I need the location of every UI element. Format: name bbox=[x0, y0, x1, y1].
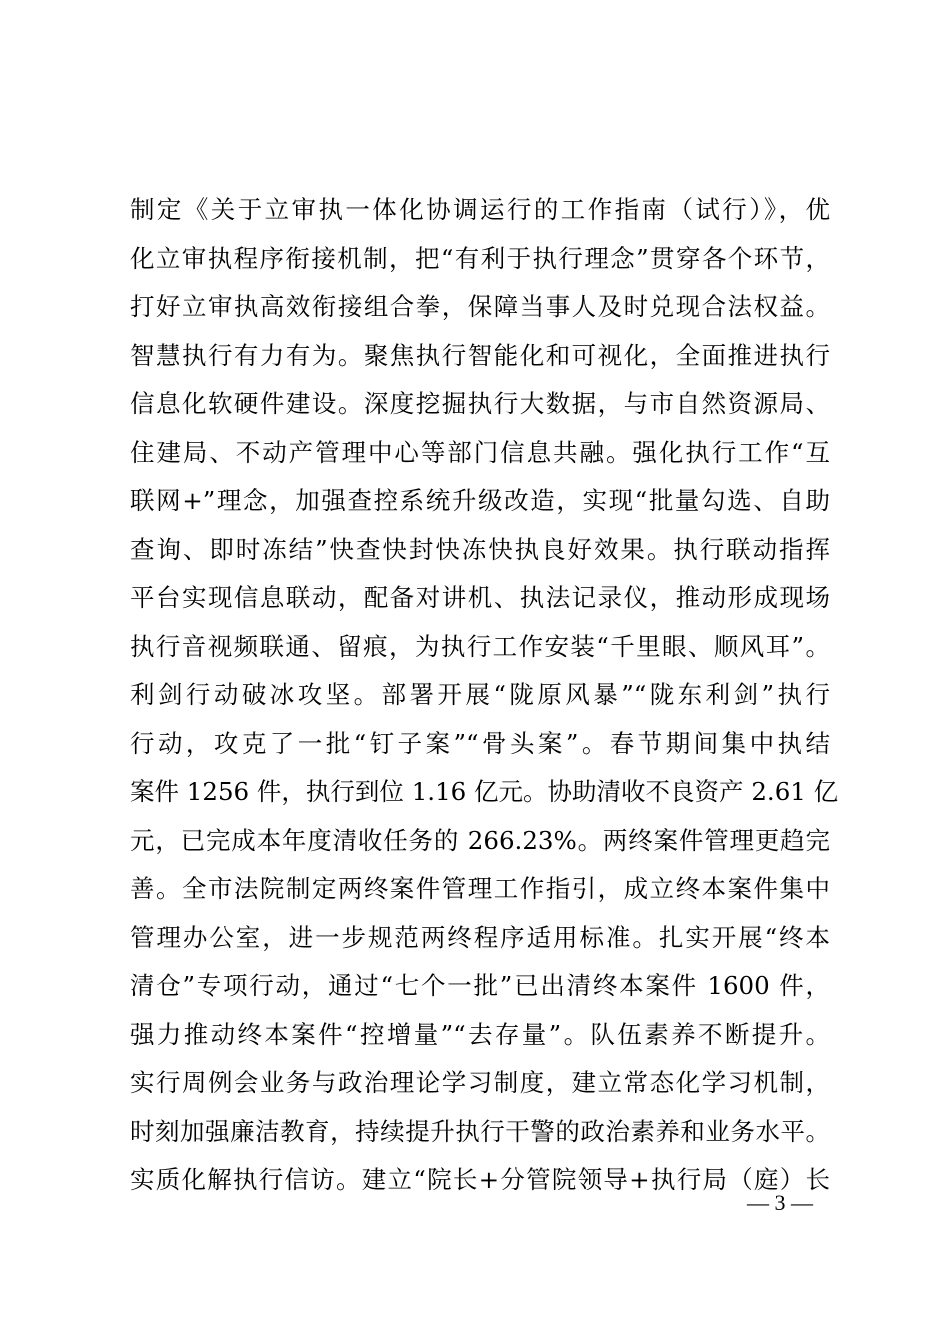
text-line: 查询、即时冻结”快查快封快冻快执良好效果。执行联动指挥 bbox=[130, 534, 830, 564]
text-line: 联网+”理念，加强查控系统升级改造，实现“批量勾选、自助 bbox=[130, 486, 830, 515]
text-line: 打好立审执高效衔接组合拳，保障当事人及时兑现合法权益。 bbox=[130, 292, 830, 321]
text-line: 制定《关于立审执一体化协调运行的工作指南（试行）》，优 bbox=[130, 195, 830, 224]
text-line: 利剑行动破冰攻坚。部署开展“陇原风暴”“陇东利剑”执行 bbox=[130, 680, 830, 709]
text-line: 管理办公室，进一步规范两终程序适用标准。扎实开展“终本 bbox=[130, 922, 830, 952]
text-line: 智慧执行有力有为。聚焦执行智能化和可视化，全面推进执行 bbox=[130, 340, 830, 370]
text-line: 清仓”专项行动，通过“七个一批”已出清终本案件 1600 件， bbox=[130, 971, 830, 1000]
text-line: 时刻加强廉洁教育，持续提升执行干警的政治素养和业务水平。 bbox=[130, 1116, 830, 1146]
text-line: 实质化解执行信访。建立“院长+分管院领导+执行局（庭）长 bbox=[130, 1165, 830, 1194]
body-text bbox=[130, 186, 839, 1205]
text-line: 平台实现信息联动，配备对讲机、执法记录仪，推动形成现场 bbox=[130, 583, 830, 612]
text-line: 行动，攻克了一批“钉子案”“骨头案”。春节期间集中执结 bbox=[130, 728, 830, 758]
text-line: 善。全市法院制定两终案件管理工作指引，成立终本案件集中 bbox=[130, 874, 830, 903]
page-number: — 3 — bbox=[747, 1190, 813, 1215]
text-line: 化立审执程序衔接机制，把“有利于执行理念”贯穿各个环节， bbox=[130, 243, 830, 273]
text-line: 信息化软硬件建设。深度挖掘执行大数据，与市自然资源局、 bbox=[130, 389, 830, 418]
text-line: 案件 1256 件，执行到位 1.16 亿元。协助清收不良资产 2.61 亿 bbox=[130, 777, 839, 806]
text-line: 住建局、不动产管理中心等部门信息共融。强化执行工作“互 bbox=[130, 437, 830, 467]
text-line: 强力推动终本案件“控增量”“去存量”。队伍素养不断提升。 bbox=[130, 1019, 830, 1049]
text-line: 执行音视频联通、留痕，为执行工作安装“千里眼、顺风耳”。 bbox=[130, 631, 830, 661]
text-line: 元，已完成本年度清收任务的 266.23%。两终案件管理更趋完 bbox=[130, 825, 830, 855]
text-line: 实行周例会业务与政治理论学习制度，建立常态化学习机制， bbox=[130, 1068, 830, 1097]
